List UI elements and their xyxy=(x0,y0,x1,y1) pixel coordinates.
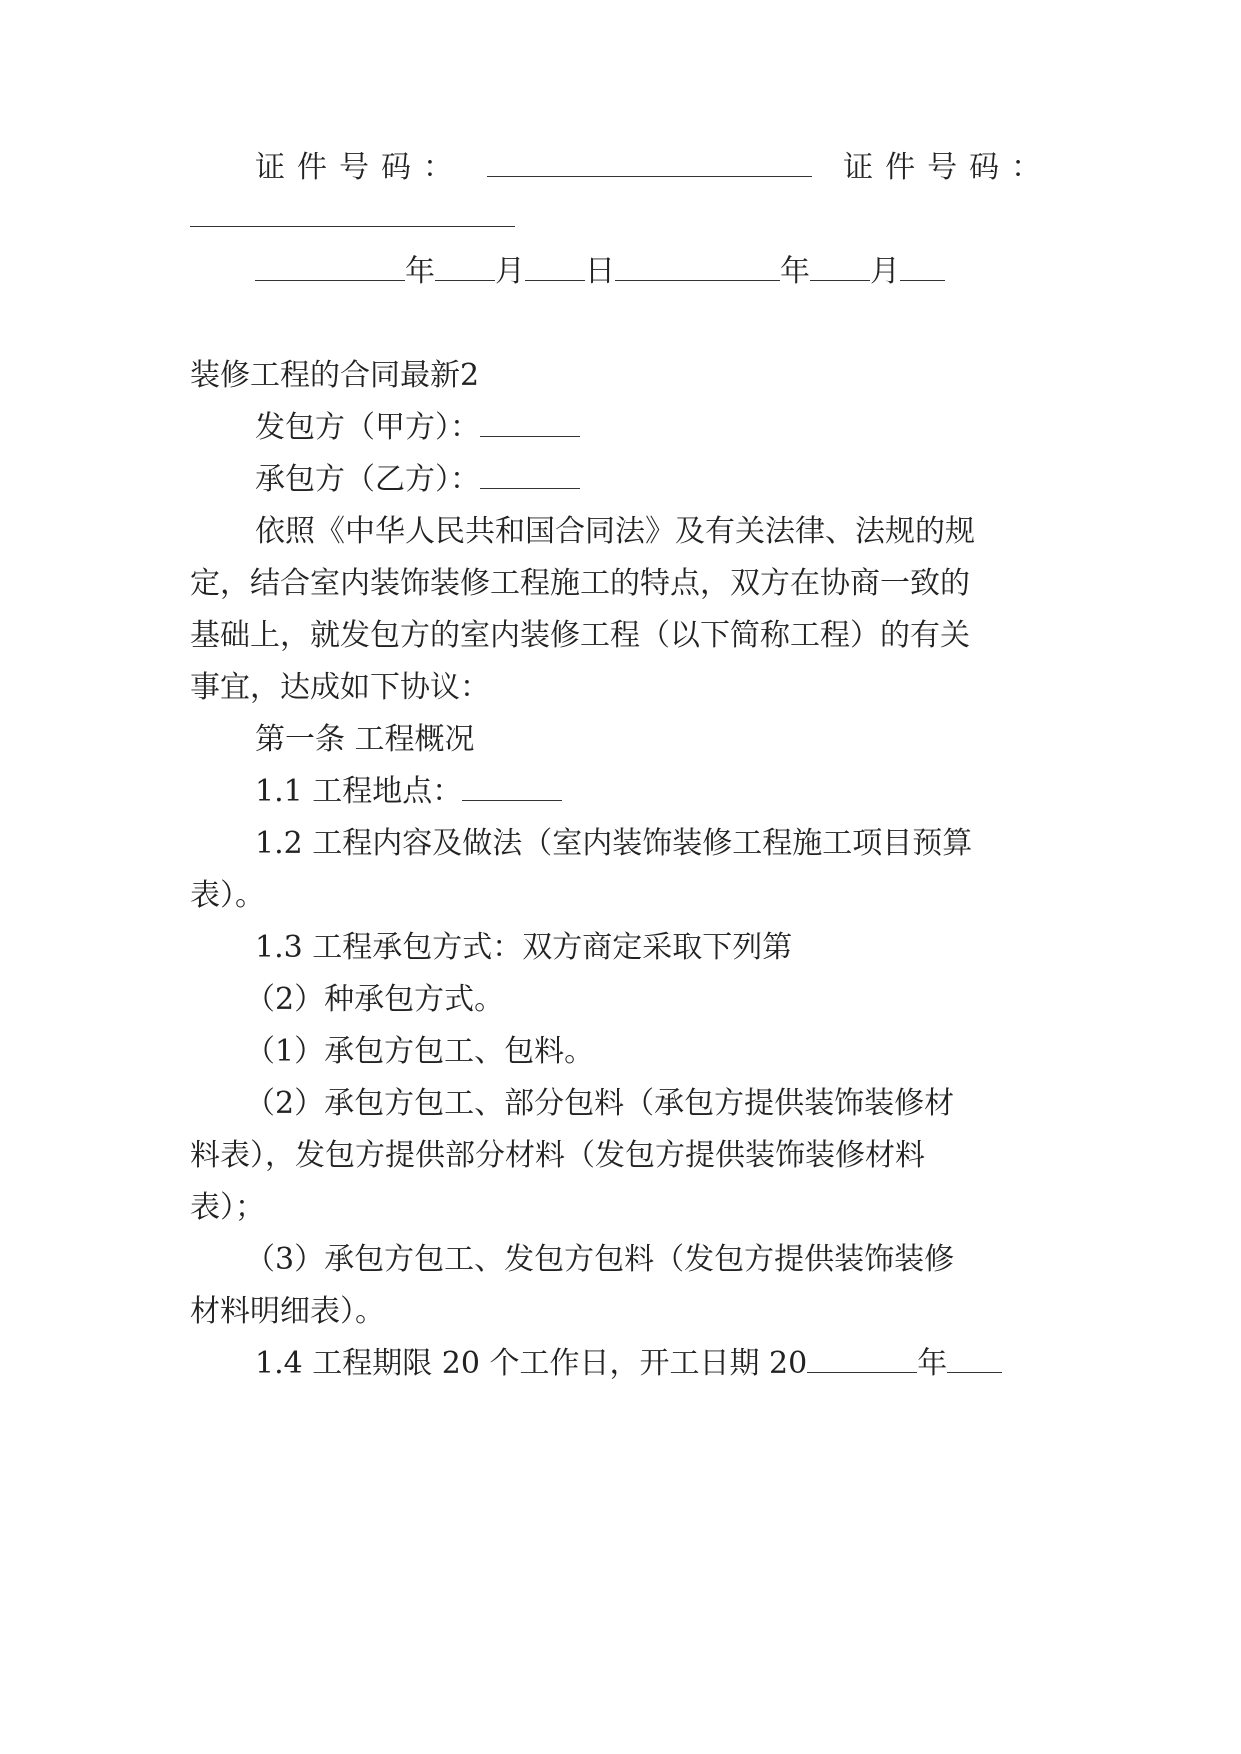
id-number-line xyxy=(255,146,1054,190)
party-b-blank xyxy=(480,462,580,489)
date-year-label-left: 年 xyxy=(405,254,435,289)
party-b-label: 承包方（乙方）： xyxy=(255,462,480,497)
preamble-line-1: 依照《中华人民共和国合同法》及有关法律、法规的规 xyxy=(255,514,975,549)
party-a-label: 发包方（甲方）： xyxy=(255,410,480,445)
item-1-2-line-2: 表）。 xyxy=(190,878,265,913)
id-number-blank-right xyxy=(190,200,515,227)
option-3-line-2: 材料明细表）。 xyxy=(190,1294,385,1329)
item-1-1-label: 1.1 工程地点： xyxy=(255,774,463,809)
preamble-line-2: 定，结合室内装饰装修工程施工的特点，双方在协商一致的 xyxy=(190,566,970,601)
date-blank-month-right xyxy=(810,254,870,281)
date-blank-day-left xyxy=(525,254,585,281)
date-month-label-left: 月 xyxy=(495,254,525,289)
id-number-blank-left xyxy=(487,150,812,177)
item-1-4-prefix: 1.4 工程期限 20 个工作日，开工日期 20 xyxy=(255,1346,808,1381)
item-1-4-line xyxy=(255,1342,1050,1386)
party-a-blank xyxy=(480,410,580,437)
preamble-line-4: 事宜，达成如下协议： xyxy=(190,670,490,705)
item-1-3-line: 1.3 工程承包方式：双方商定采取下列第 xyxy=(255,930,793,965)
option-2-line-2: 料表），发包方提供部分材料（发包方提供装饰装修材料 xyxy=(190,1138,925,1173)
date-year-label-right: 年 xyxy=(780,254,810,289)
date-blank-year-left xyxy=(255,254,405,281)
option-1: （1）承包方包工、包料。 xyxy=(245,1034,595,1069)
item-1-4-year-label: 年 xyxy=(917,1346,948,1381)
option-3-line-1: （3）承包方包工、发包方包料（发包方提供装饰装修 xyxy=(245,1242,955,1277)
date-blank-month-left xyxy=(435,254,495,281)
item-1-4-year-blank xyxy=(807,1346,917,1373)
item-1-4-month-blank xyxy=(947,1346,1002,1373)
item-1-3-choice: （2）种承包方式。 xyxy=(245,982,505,1017)
contract-title: 装修工程的合同最新2 xyxy=(190,358,480,393)
id-number-continuation xyxy=(190,196,1050,240)
date-month-label-right: 月 xyxy=(870,254,900,289)
item-1-1-blank xyxy=(462,774,562,801)
date-blank-day-right xyxy=(900,254,945,281)
party-b-line xyxy=(255,458,1050,502)
option-2-line-3: 表）； xyxy=(190,1190,265,1225)
article-1-heading: 第一条 工程概况 xyxy=(255,722,475,757)
option-2-line-1: （2）承包方包工、部分包料（承包方提供装饰装修材 xyxy=(245,1086,955,1121)
id-number-label-right: 证件号码： xyxy=(843,150,1054,185)
date-blank-year-right xyxy=(615,254,780,281)
item-1-2-line-1: 1.2 工程内容及做法（室内装饰装修工程施工项目预算 xyxy=(255,826,973,861)
item-1-1-line xyxy=(255,770,1050,814)
date-line xyxy=(255,250,1050,294)
party-a-line xyxy=(255,406,1050,450)
preamble-line-3: 基础上，就发包方的室内装修工程（以下简称工程）的有关 xyxy=(190,618,970,653)
date-day-label-left: 日 xyxy=(585,254,615,289)
id-number-label-left: 证件号码： xyxy=(255,150,465,185)
